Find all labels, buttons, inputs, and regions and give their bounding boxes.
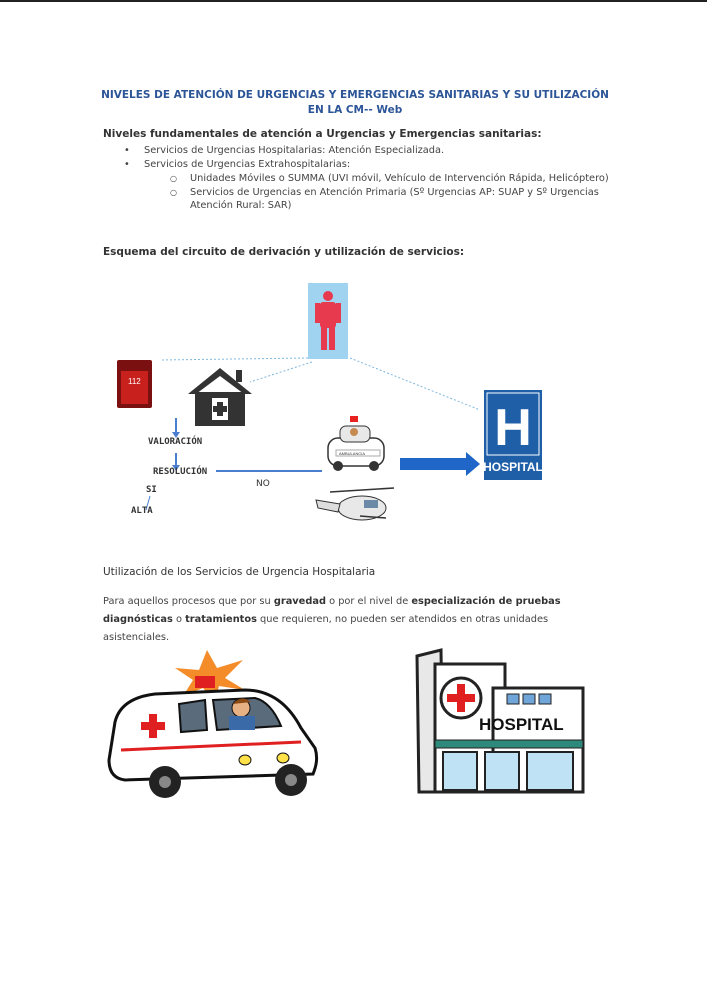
- si-label: SI: [146, 485, 157, 495]
- valoracion-label: VALORACIÓN: [148, 437, 203, 447]
- resolucion-label: RESOLUCIÓN: [153, 467, 208, 477]
- hospital-h-letter: H: [494, 399, 532, 457]
- siren-light: [195, 676, 215, 688]
- ambulance-sign: AMBULANCIA: [339, 451, 366, 456]
- text-run: o por el nivel de: [325, 596, 412, 607]
- no-label: NO: [256, 479, 270, 489]
- ambulance-small-icon: [328, 416, 384, 471]
- hospital-window: [507, 694, 519, 704]
- arrow-to-hospital: [350, 358, 480, 410]
- text-run: que requieren, no pueden ser atendidos en otras unidades asistenciales.: [103, 614, 549, 643]
- hospital-door-left: [443, 752, 477, 790]
- levels-list: [120, 144, 609, 213]
- hospital-window-lower: [527, 752, 573, 790]
- text-run: Para aquellos procesos que por su: [103, 596, 274, 607]
- arrow-to-phone: [160, 358, 308, 360]
- text-run: o: [172, 614, 186, 625]
- list-item: • Servicios de Urgencias Extrahospitalarias:: [120, 158, 609, 172]
- bold-run: tratamientos: [185, 614, 257, 625]
- derivation-diagram: [0, 270, 707, 610]
- arrow-to-health-center: [250, 362, 312, 382]
- hospital-window: [539, 694, 551, 704]
- bold-run: especialización de pruebas diagnósticas: [103, 596, 561, 625]
- phone-112-label: 112: [128, 377, 141, 386]
- list-item: • Servicios de Urgencias Hospitalarias: Atención Especializada.: [120, 144, 609, 158]
- helicopter-icon: [316, 488, 394, 520]
- document-title: NIVELES DE ATENCIÓN DE URGENCIAS Y EMERGENCIAS SANITARIAS Y SU UTILIZACIÓN EN LA CM-- Web: [101, 89, 609, 116]
- sub-list-item: ○ Unidades Móviles o SUMMA (UVI móvil, Vehículo de Intervención Rápida, Helicóptero): [170, 172, 609, 186]
- usage-heading-text: Utilización de los Servicios de Urgencia Hospitalaria: [103, 566, 376, 578]
- ambulance-illustration: [95, 650, 335, 820]
- hospital-door-right: [485, 752, 519, 790]
- bold-run: gravedad: [273, 596, 326, 607]
- hospital-illustration-sign: HOSPITAL: [479, 715, 564, 734]
- hospital-awning: [435, 740, 583, 748]
- hospital-window: [523, 694, 535, 704]
- health-center-icon: [188, 368, 252, 426]
- sub-list: [170, 172, 609, 213]
- usage-heading: [103, 566, 375, 578]
- driver-body: [229, 716, 255, 730]
- sub-list-item: ○ Servicios de Urgencias en Atención Primaria (Sº Urgencias AP: SUAP y Sº Urgencias Atención Rural: SAR): [170, 186, 608, 213]
- hospital-illustration: [415, 648, 590, 798]
- ambulance-side-window: [179, 700, 207, 732]
- headlight-right: [277, 753, 289, 763]
- page-top-border: [0, 0, 707, 2]
- levels-heading: Niveles fundamentales de atención a Urgencias y Emergencias sanitarias:: [103, 128, 542, 140]
- hospital-cross-horizontal: [447, 694, 475, 702]
- arrow-to-hospital-sign: [400, 452, 480, 476]
- schema-heading: Esquema del circuito de derivación y utilización de servicios:: [103, 246, 465, 258]
- headlight-left: [239, 755, 251, 765]
- usage-paragraph: [103, 593, 613, 647]
- hospital-sign-label: HOSPITAL: [483, 460, 543, 474]
- phone-screen: [121, 371, 148, 404]
- red-cross-horizontal: [141, 722, 165, 730]
- alta-label: ALTA: [131, 506, 153, 516]
